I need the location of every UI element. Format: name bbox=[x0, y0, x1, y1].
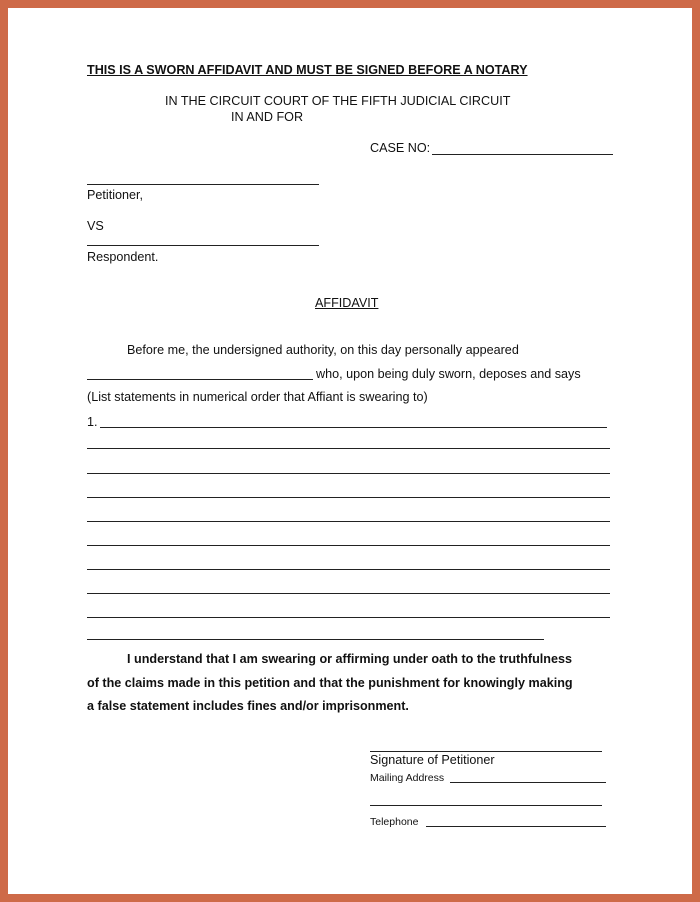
petitioner-name-field[interactable] bbox=[87, 184, 319, 185]
mailing-address-field[interactable] bbox=[450, 782, 606, 783]
statement-line[interactable] bbox=[87, 448, 610, 449]
statement-line[interactable] bbox=[87, 593, 610, 594]
intro-text-continued: who, upon being duly sworn, deposes and says bbox=[316, 367, 581, 381]
affiant-name-field[interactable] bbox=[87, 379, 313, 380]
oath-statement-line2: of the claims made in this petition and that the punishment for knowingly making bbox=[87, 676, 573, 690]
telephone-label: Telephone bbox=[370, 816, 419, 828]
versus-label: VS bbox=[87, 219, 104, 233]
statement-line[interactable] bbox=[87, 521, 610, 522]
oath-statement: I understand that I am swearing or affirming under oath to the truthfulness bbox=[127, 652, 573, 666]
respondent-label: Respondent. bbox=[87, 250, 159, 264]
statement-line[interactable] bbox=[87, 639, 544, 640]
oath-statement-line3: a false statement includes fines and/or imprisonment. bbox=[87, 699, 409, 713]
signature-field[interactable] bbox=[370, 751, 602, 752]
document-title: AFFIDAVIT bbox=[315, 296, 379, 310]
statement-line[interactable] bbox=[87, 569, 610, 570]
case-number-label: CASE NO: bbox=[370, 141, 431, 155]
statement-instruction: (List statements in numerical order that Affiant is swearing to) bbox=[87, 390, 428, 404]
statement-line[interactable] bbox=[100, 427, 607, 428]
court-county-line: IN AND FOR bbox=[231, 110, 304, 124]
telephone-field[interactable] bbox=[426, 826, 606, 827]
signature-label: Signature of Petitioner bbox=[370, 753, 495, 767]
statement-line[interactable] bbox=[87, 497, 610, 498]
statement-line[interactable] bbox=[87, 473, 610, 474]
statement-line[interactable] bbox=[87, 617, 610, 618]
statement-line[interactable] bbox=[87, 545, 610, 546]
intro-text: Before me, the undersigned authority, on this day personally appeared bbox=[127, 343, 519, 357]
case-number-field[interactable] bbox=[432, 154, 613, 155]
court-heading: IN THE CIRCUIT COURT OF THE FIFTH JUDICIAL CIRCUIT bbox=[165, 94, 511, 108]
notary-notice: THIS IS A SWORN AFFIDAVIT AND MUST BE SIGNED BEFORE A NOTARY bbox=[87, 63, 528, 77]
mailing-address-field-line2[interactable] bbox=[370, 805, 602, 806]
statement-number: 1. bbox=[87, 415, 98, 429]
affidavit-page bbox=[8, 8, 692, 894]
mailing-address-label: Mailing Address bbox=[370, 772, 445, 784]
petitioner-label: Petitioner, bbox=[87, 188, 144, 202]
respondent-name-field[interactable] bbox=[87, 245, 319, 246]
